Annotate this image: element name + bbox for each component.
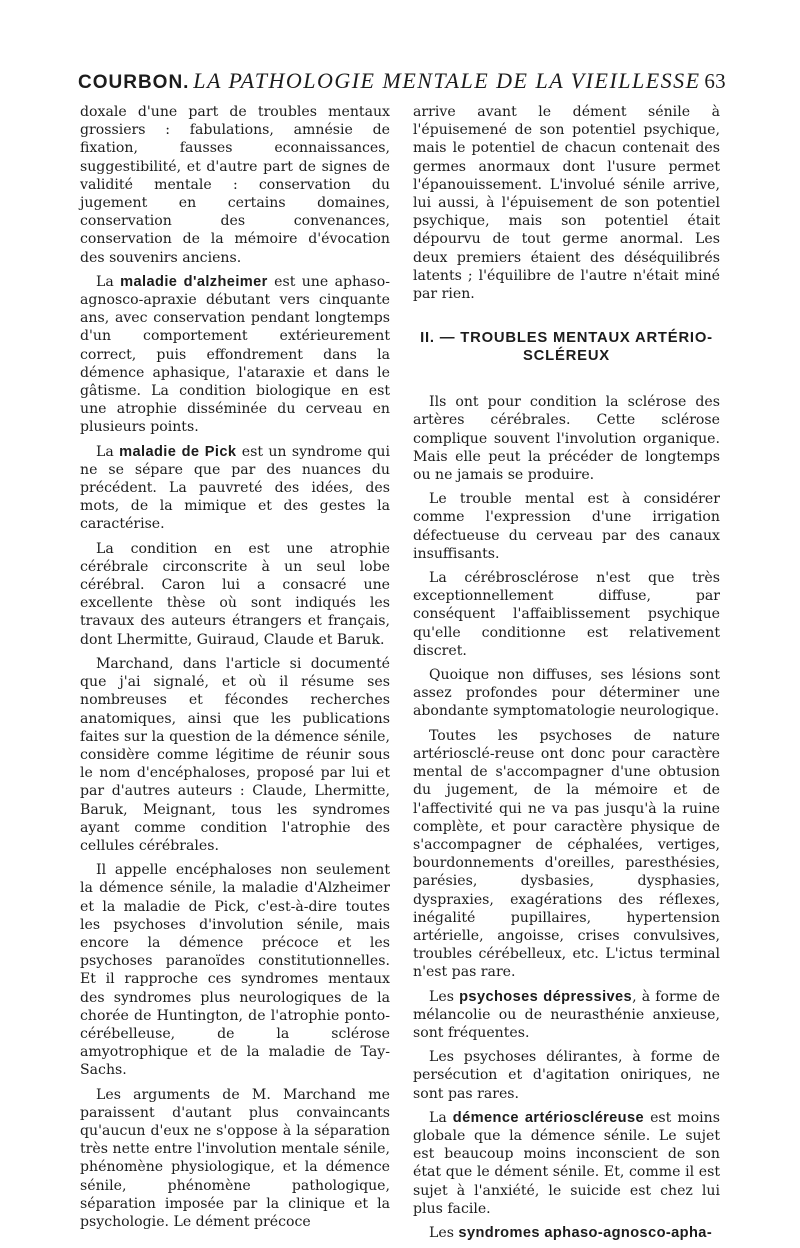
paragraph-psychoses-depressives [413,988,720,1043]
paragraph-syndromes [413,1224,720,1242]
paragraph: doxale d'une part de troubles mentaux grossiers : fabulations, amnésie de fixation, fausses econnaissances, suggestibilité, et d'autre part de signes de validité mentale : conservation du jugement en certains domaines, conservation des convenances, conservation de la mémoire d'évocation des souvenirs anciens. [80,104,390,266]
term-psychoses-depressives: psychoses dépressives [459,988,633,1005]
running-header [78,68,726,94]
text-run: La [96,273,121,290]
text-run: Les [429,1224,459,1241]
section-heading [413,329,720,365]
text-run: La [429,1109,453,1126]
paragraph: Les psychoses délirantes, à forme de persécution et d'agitation oniriques, ne sont pas rares. [413,1049,720,1102]
text-run: est moins globale que la démence sénile. Le sujet est beaucoup moins inconscient de son état que le dément sénile. Et, comme il est sujet à l'anxiété, le suicide est chez lui plus facile. [413,1109,720,1217]
paragraph-demence-arteriosclereuse [413,1109,720,1218]
term-pick: maladie de Pick [119,443,237,460]
paragraph: La condition en est une atrophie cérébrale circonscrite à un seul lobe cérébral. Caron lui a consacré une excellente thèse où sont indiqués les travaux des auteurs étrangers et français, dont Lhermitte, Guiraud, Claude et Baruk. [80,540,390,648]
paragraph: Toutes les psychoses de nature artériosclé-reuse ont donc pour caractère mental de s'accompagner d'une obtusion du jugement, de la mémoire et de l'affectivité qui ne va pas jusqu'à la ruine complète, et pour caractère physique de s'accompagner de céphalées, vertiges, bourdonnements d'oreilles, paresthésies, parésies, dysbasies, dysphasies, dyspraxies, exagérations des réflexes, inégalité pupillaires, hypertension artérielle, angoisse, crises convulsives, troubles cérébelleux, etc. L'ictus terminal n'est pas rare. [413,727,720,981]
left-column [80,103,390,1237]
text-run: est un syndrome qui ne se sépare que par des nuances du précédent. La pauvreté des idées, des mots, de la mimique et des gestes la caractérise. [80,443,391,533]
header-title: LA PATHOLOGIE MENTALE DE LA VIEILLESSE [193,68,701,93]
paragraph: Le trouble mental est à considérer comme l'expression d'une irrigation défectueuse du cerveau par des canaux insuffisants. [413,491,720,562]
paragraph-alzheimer [80,273,390,437]
term-demence-arteriosclereuse: démence artérioscléreuse [452,1109,645,1126]
right-column [413,103,720,1248]
paragraph-pick [80,443,390,534]
section-heading-line: II. — TROUBLES MENTAUX ARTÉRIO- [420,330,713,347]
paragraph: Les arguments de M. Marchand me paraissent d'autant plus convaincants qu'aucun d'eux ne s'oppose à la séparation très nette entre l'involution mentale sénile, phénomène physiologique, et la démence sénile, phénomène pathologique, séparation imposée par la clinique et la psychologie. Le dément précoce [80,1086,390,1230]
text-run: est une aphaso-agnosco-apraxie débutant vers cinquante ans, avec conservation pendant longtemps d'un comportement extérieurement correct, puis effondrement dans la démence aphasique, l'ataraxie et dans le gâtisme. La condition biologique en est une atrophie disséminée du cerveau en plusieurs points. [80,273,390,436]
text-run: Les [429,988,460,1005]
header-author: COURBON. [78,72,190,93]
section-heading-line: SCLÉREUX [523,348,610,365]
paragraph: La cérébrosclérose n'est que très exceptionnellement diffuse, par conséquent l'affaiblissement psychique qu'elle conditionne est relativement discret. [413,570,720,659]
text-run: , à forme de mélancolie ou de neurasthénie anxieuse, sont fréquentes. [413,988,720,1041]
text-run: La [96,443,120,460]
term-syndromes: syndromes aphaso-agnosco-apha- [458,1224,713,1241]
paragraph: arrive avant le dément sénile à l'épuisemené de son potentiel psychique, mais le potentiel de chacun contenait des germes anormaux dont l'usure permet l'épanouissement. L'involué sénile arrive, lui aussi, à l'épuisement de son potentiel psychique, mais son potentiel était dépourvu de tout germe anormal. Les deux premiers étaient des déséquilibrés latents ; l'équilibre de l'autre n'était miné par rien. [413,104,720,303]
paragraph: Quoique non diffuses, ses lésions sont assez profondes pour déterminer une abondante symptomatologie neurologique. [413,667,720,720]
paragraph: Marchand, dans l'article si documenté que j'ai signalé, et où il résume ses nombreuses et fécondes recherches anatomiques, ainsi que les publications faites sur la question de la démence sénile, considère comme légitime de réunir sous le nom d'encéphaloses, proposé par lui et par d'autres auteurs : Claude, Lhermitte, Baruk, Meignant, tous les syndromes ayant comme condition l'atrophie des cellules cérébrales. [80,655,390,854]
paragraph: Il appelle encéphaloses non seulement la démence sénile, la maladie d'Alzheimer et la maladie de Pick, c'est-à-dire toutes les psychoses d'involution sénile, mais encore la démence précoce et les psychoses paranoïdes constitutionnelles. Et il rapproche ces syndromes mentaux des syndromes plus neurologiques de la chorée de Huntington, de l'atrophie ponto-cérébelleuse, de la sclérose amyotrophique et de la maladie de Tay-Sachs. [80,862,390,1079]
page-number: 63 [704,69,726,93]
paragraph: Ils ont pour condition la sclérose des artères cérébrales. Cette sclérose complique souvent l'involution organique. Mais elle peut la précéder de longtemps ou ne jamais se produire. [413,394,720,484]
term-alzheimer: maladie d'alzheimer [120,273,268,290]
